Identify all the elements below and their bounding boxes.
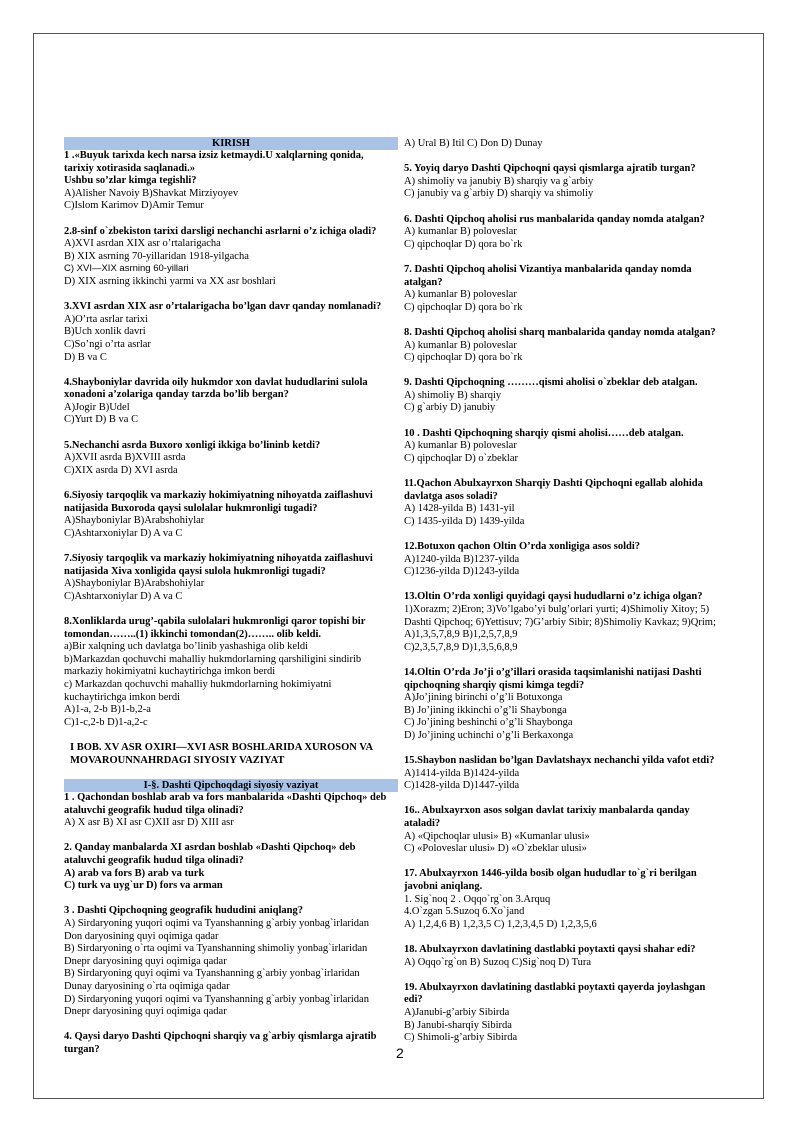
question-line: markaziy hokimiyatni kuchaytirichga imkon berdi bbox=[64, 666, 276, 678]
page-number: 2 bbox=[396, 1045, 404, 1061]
question-line: A)Shayboniylar B)Arabshohiylar bbox=[64, 515, 205, 527]
question-line: 5.Nechanchi asrda Buxoro xonligi ikkiga bo’lininb ketdi? bbox=[64, 439, 321, 451]
question-line: Ushbu so’zlar kimga tegishli? bbox=[64, 175, 197, 187]
question-line: D) Jo’jining uchinchi o’g’li Berkaxonga bbox=[404, 729, 574, 741]
question-s4 bbox=[64, 1031, 398, 1056]
question-line: C)1428-yilda D)1447-yilda bbox=[404, 780, 520, 792]
question-line: A) X asr B) XI asr C)XII asr D) XIII asr bbox=[64, 817, 234, 829]
question-r5 bbox=[404, 163, 744, 201]
question-line: 8.Xonliklarda urug’-qabila sulolalari hukmronligi qaror topishi bir bbox=[64, 615, 366, 627]
question-line: A) 1428-yilda B) 1431-yil bbox=[404, 503, 515, 515]
question-line: A)1-a, 2-b B)1-b,2-a bbox=[64, 704, 151, 716]
right-questions bbox=[404, 138, 744, 1045]
question-line: 19. Abulxayrxon davlatining dastlabki poytaxti qayerda joylashgan bbox=[404, 981, 706, 993]
question-line: 16.. Abulxayrxon asos solgan davlat tarixiy manbalarda qanday bbox=[404, 805, 690, 817]
question-line: D) B va C bbox=[64, 351, 107, 363]
question-line: 1 .«Buyuk tarixda kech narsa izsiz ketmaydi.U xalqlarning qonida, bbox=[64, 150, 364, 161]
chapter-title-line: I BOB. XV ASR OXIRI—XVI ASR BOSHLARIDA XUROSON VA bbox=[70, 741, 374, 753]
question-line: 1. Sig`noq 2 . Oqqo`rg`on 3.Arquq bbox=[404, 893, 551, 905]
question-line: A)Alisher Navoiy B)Shavkat Mirziyoyev bbox=[64, 187, 239, 199]
question-line: Dashti Qipchoq; 6)Yettisuv; 7)G’arbiy Sibir; 8)Shimoliy Kavkaz; 9)Qrim; bbox=[404, 616, 716, 628]
question-line: B) Jo’jining ikkinchi o’g’li Shaybonga bbox=[404, 704, 567, 716]
question-line: C) Jo’jining beshinchi o’g’li Shaybonga bbox=[404, 717, 573, 729]
question-r10 bbox=[404, 428, 744, 466]
question-line: C)Ashtarxoniylar D) A va C bbox=[64, 527, 183, 539]
question-r6 bbox=[404, 214, 744, 252]
left-column bbox=[64, 137, 398, 1057]
question-s3 bbox=[64, 905, 398, 1018]
question-line: 17. Abulxayrxon 1446-yilda bosib olgan hududlar to`g`ri berilgan bbox=[404, 868, 697, 880]
question-line: A) shimoliy B) sharqiy bbox=[404, 389, 502, 401]
question-line: C)Ashtarxoniylar D) A va C bbox=[64, 590, 183, 602]
question-line: C) turk va uyg`ur D) fors va arman bbox=[64, 880, 223, 892]
question-r17 bbox=[404, 868, 744, 931]
question-line: Dnepr daryosining quyi oqimiga qadar bbox=[64, 955, 227, 967]
question-line: 4. Qaysi daryo Dashti Qipchoqni sharqiy va g`arbiy qismlarga ajratib bbox=[64, 1031, 377, 1043]
question-line: turgan? bbox=[64, 1043, 100, 1055]
question-line: A) arab va fors B) arab va turk bbox=[64, 867, 205, 879]
question-line: 2.8-sinf o`zbekiston tarixi darsligi nechanchi asrlarni o’z ichiga oladi? bbox=[64, 225, 377, 237]
question-line: a)Bir xalqning uch davlatga bo’linib yashashiga olib keldi bbox=[64, 641, 309, 653]
question-line: Dnepr daryosining quyi oqimiga qadar bbox=[64, 1006, 227, 1018]
question-line: A) Sirdaryoning yuqori oqimi va Tyanshanning g`arbiy yonbag`irlaridan bbox=[64, 918, 369, 930]
question-line: D) Sirdaryoning yuqori oqimi va Tyanshanning g`arbiy yonbag`irlaridan bbox=[64, 993, 369, 1005]
question-line: xonadoni a’zolariga qanday tarzda bo’lib bergan? bbox=[64, 389, 289, 401]
question-line: A)1240-yilda B)1237-yilda bbox=[404, 553, 520, 565]
question-line: A) kumanlar B) poloveslar bbox=[404, 226, 517, 238]
question-line: 8. Dashti Qipchoq aholisi sharq manbalarida qanday nomda atalgan? bbox=[404, 326, 716, 338]
question-s1 bbox=[64, 792, 398, 830]
question-q6 bbox=[64, 490, 398, 540]
question-line: C)XIX asrda D) XVI asrda bbox=[64, 464, 178, 476]
question-line: A) «Qipchoqlar ulusi» B) «Kumanlar ulusi» bbox=[404, 830, 590, 842]
question-line: C)Islom Karimov D)Amir Temur bbox=[64, 200, 204, 212]
question-line: Don daryosining quyi oqimiga qadar bbox=[64, 930, 219, 942]
question-line: A)O’rta asrlar tarixi bbox=[64, 313, 148, 325]
question-line: tomondan……..(1) ikkinchi tomondan(2)…….. olib keldi. bbox=[64, 628, 322, 640]
question-r11 bbox=[404, 478, 744, 528]
left-questions bbox=[64, 150, 398, 729]
question-line: 9. Dashti Qipchoqning ………qismi aholisi o`zbeklar deb atalgan. bbox=[404, 377, 698, 389]
question-q8 bbox=[64, 616, 398, 729]
question-line: 6. Dashti Qipchoq aholisi rus manbalarida qanday nomda atalgan? bbox=[404, 213, 705, 225]
question-line: 4.O`zgan 5.Suzoq 6.Xo`jand bbox=[404, 906, 525, 918]
question-line: 1)Xorazm; 2)Eron; 3)Vo’lgabo’yi bulg’orlari yurti; 4)Shimoliy Xitoy; 5) bbox=[404, 603, 710, 615]
chapter-title bbox=[64, 742, 398, 767]
question-line: C) qipchoqlar D) qora bo`rk bbox=[404, 238, 523, 250]
question-r7 bbox=[404, 264, 744, 314]
question-line: C) janubiy va g`arbiy D) sharqiy va shimoliy bbox=[404, 188, 594, 200]
question-q7 bbox=[64, 553, 398, 603]
question-line: A)XVI asrdan XIX asr o’rtalarigacha bbox=[64, 238, 221, 250]
question-q2 bbox=[64, 226, 398, 289]
question-line: A)Janubi-g’arbiy Sibirda bbox=[404, 1006, 510, 1018]
question-s2 bbox=[64, 842, 398, 892]
question-r13 bbox=[404, 591, 744, 654]
question-line: natijasida Xiva xonligida qaysi sulola hukmronligi tugadi? bbox=[64, 565, 326, 577]
question-line: 1 . Qachondan boshlab arab va fors manbalarida «Dashti Qipchoq» deb bbox=[64, 792, 387, 804]
intro-heading: KIRISH bbox=[64, 137, 398, 150]
question-line: C) qipchoqlar D) qora bo`rk bbox=[404, 352, 523, 364]
question-line: A) kumanlar B) poloveslar bbox=[404, 440, 517, 452]
question-line: 7. Dashti Qipchoq aholisi Vizantiya manbalarida qanday nomda bbox=[404, 263, 692, 275]
question-line: 4.Shayboniylar davrida oily hukmdor xon davlat hududlarini sulola bbox=[64, 376, 368, 388]
question-line: A) kumanlar B) poloveslar bbox=[404, 289, 517, 301]
question-line: 15.Shaybon naslidan bo’lgan Davlatshayx nechanchi yilda vafot etdi? bbox=[404, 755, 715, 767]
question-r18 bbox=[404, 944, 744, 969]
question-line: B) XIX asrning 70-yillaridan 1918-yilgacha bbox=[64, 250, 249, 262]
question-line: C)Yurt D) B va C bbox=[64, 414, 139, 426]
question-line: 18. Abulxayrxon davlatining dastlabki poytaxti qaysi shahar edi? bbox=[404, 944, 696, 955]
question-line: c) Markazdan qochuvchi mahalliy hukmdorlarning hokimiyatni bbox=[64, 678, 332, 690]
question-r19 bbox=[404, 982, 744, 1045]
question-line: 11.Qachon Abulxayrxon Sharqiy Dashti Qipchoqni egallab alohida bbox=[404, 478, 703, 490]
question-q5 bbox=[64, 440, 398, 478]
question-r4 bbox=[404, 138, 744, 151]
question-line: Dunay daryosining o`rta oqimiga qadar bbox=[64, 981, 230, 992]
question-line: qipchoqning sharqiy qismi kimga tegdi? bbox=[404, 679, 585, 691]
question-line: A) kumanlar B) poloveslar bbox=[404, 339, 517, 351]
question-line: 12.Botuxon qachon Oltin O’rda xonligiga asos soldi? bbox=[404, 541, 641, 552]
question-line: C) Shimoli-g’arbiy Sibirda bbox=[404, 1032, 518, 1044]
section-heading: I-§. Dashti Qipchoqdagi siyosiy vaziyat bbox=[64, 779, 398, 792]
question-r12 bbox=[404, 541, 744, 579]
question-line: atalgan? bbox=[404, 276, 443, 288]
question-line: davlatga asos soladi? bbox=[404, 490, 498, 502]
question-r14 bbox=[404, 667, 744, 743]
question-line: 5. Yoyiq daryo Dashti Qipchoqni qaysi qismlarga ajratib turgan? bbox=[404, 163, 696, 175]
question-line: 7.Siyosiy tarqoqlik va markaziy hokimiyatning nihoyatda zaiflashuvi bbox=[64, 553, 373, 564]
question-line: B) Sirdaryoning o`rta oqimi va Tyanshanning shimoliy yonbag`irlaridan bbox=[64, 943, 368, 955]
question-line: C) qipchoqlar D) o`zbeklar bbox=[404, 452, 518, 464]
question-line: A) Ural B) Itil C) Don D) Dunay bbox=[404, 138, 543, 149]
question-line: 3.XVI asrdan XIX asr o’rtalarigacha bo’lgan davr qanday nomlanadi? bbox=[64, 301, 382, 313]
question-line: C)1236-yilda D)1243-yilda bbox=[404, 566, 520, 578]
question-line: A)XVII asrda B)XVIII asrda bbox=[64, 452, 186, 464]
question-q3 bbox=[64, 301, 398, 364]
question-line: tarixiy xotirasida saqlanadi.» bbox=[64, 162, 195, 174]
question-line: C) qipchoqlar D) qora bo`rk bbox=[404, 301, 523, 313]
question-line: javobni aniqlang. bbox=[404, 881, 483, 893]
question-line: A) 1,2,4,6 B) 1,2,3,5 C) 1,2,3,4,5 D) 1,2,3,5,6 bbox=[404, 918, 597, 930]
question-line: C) XVI—XIX asrning 60-yillari bbox=[64, 263, 189, 275]
question-line: D) XIX asrning ikkinchi yarmi va XX asr boshlari bbox=[64, 275, 276, 287]
question-line: A)Shayboniylar B)Arabshohiylar bbox=[64, 578, 205, 590]
question-line: 2. Qanday manbalarda XI asrdan boshlab «Dashti Qipchoq» deb bbox=[64, 842, 356, 854]
question-line: B) Janubi-sharqiy Sibirda bbox=[404, 1019, 512, 1031]
question-line: B) Sirdaryoning quyi oqimi va Tyanshanning g`arbiy yonbag`irlaridan bbox=[64, 968, 360, 980]
question-line: C)1-c,2-b D)1-a,2-c bbox=[64, 716, 148, 728]
question-line: ataluvchi geografik hudud tilga olinadi? bbox=[64, 804, 244, 816]
question-line: ataluvchi geografik hudud tilga olinadi? bbox=[64, 855, 244, 867]
question-line: 3 . Dashti Qipchoqning geografik hududini aniqlang? bbox=[64, 905, 303, 917]
question-line: 14.Oltin O’rda Jo’ji o’g’illari orasida taqsimlanishi natijasi Dashti bbox=[404, 666, 702, 678]
question-line: kuchaytirichga imkon berdi bbox=[64, 691, 181, 703]
question-line: C) «Poloveslar ulusi» D) «O`zbeklar ulusi» bbox=[404, 843, 587, 855]
question-q4 bbox=[64, 377, 398, 427]
question-line: 6.Siyosiy tarqoqlik va markaziy hokimiyatning nihoyatda zaiflashuvi bbox=[64, 490, 373, 502]
question-r8 bbox=[404, 327, 744, 365]
question-line: A)1414-yilda B)1424-yilda bbox=[404, 767, 520, 779]
chapter-title-line: MOVAROUNNAHRDAGI SIYOSIY VAZIYAT bbox=[70, 754, 285, 766]
question-line: C)So’ngi o’rta asrlar bbox=[64, 338, 151, 350]
question-q1 bbox=[64, 150, 398, 213]
question-line: A)1,3,5,7,8,9 B)1,2,5,7,8,9 bbox=[404, 629, 518, 641]
question-line: b)Markazdan qochuvchi mahalliy hukmdorlarning qarshiligini sindirib bbox=[64, 653, 362, 665]
question-line: natijasida Buxoroda qaysi sulolalar hukmronligi tugadi? bbox=[64, 502, 318, 514]
question-r9 bbox=[404, 377, 744, 415]
question-line: A) Oqqo`rg`on B) Suzoq C)Sig`noq D) Tura bbox=[404, 956, 592, 968]
section-questions bbox=[64, 792, 398, 1056]
question-line: C)2,3,5,7,8,9 D)1,3,5,6,8,9 bbox=[404, 641, 518, 653]
question-line: B)Uch xonlik davri bbox=[64, 326, 146, 338]
question-r16 bbox=[404, 805, 744, 855]
right-column bbox=[404, 138, 744, 1057]
question-r15 bbox=[404, 755, 744, 793]
question-line: C) g`arbiy D) janubiy bbox=[404, 402, 496, 414]
question-line: A)Jo’jining birinchi o’g’li Botuxonga bbox=[404, 692, 563, 704]
question-line: edi? bbox=[404, 994, 423, 1006]
question-line: C) 1435-yilda D) 1439-yilda bbox=[404, 515, 525, 527]
question-line: 13.Oltin O’rda xonligi quyidagi qaysi hududlarni o’z ichiga olgan? bbox=[404, 591, 703, 603]
question-line: A)Jogir B)Udel bbox=[64, 401, 130, 413]
question-line: ataladi? bbox=[404, 818, 441, 830]
question-line: 10 . Dashti Qipchoqning sharqiy qismi aholisi……deb atalgan. bbox=[404, 427, 684, 439]
question-line: A) shimoliy va janubiy B) sharqiy va g`arbiy bbox=[404, 175, 594, 187]
